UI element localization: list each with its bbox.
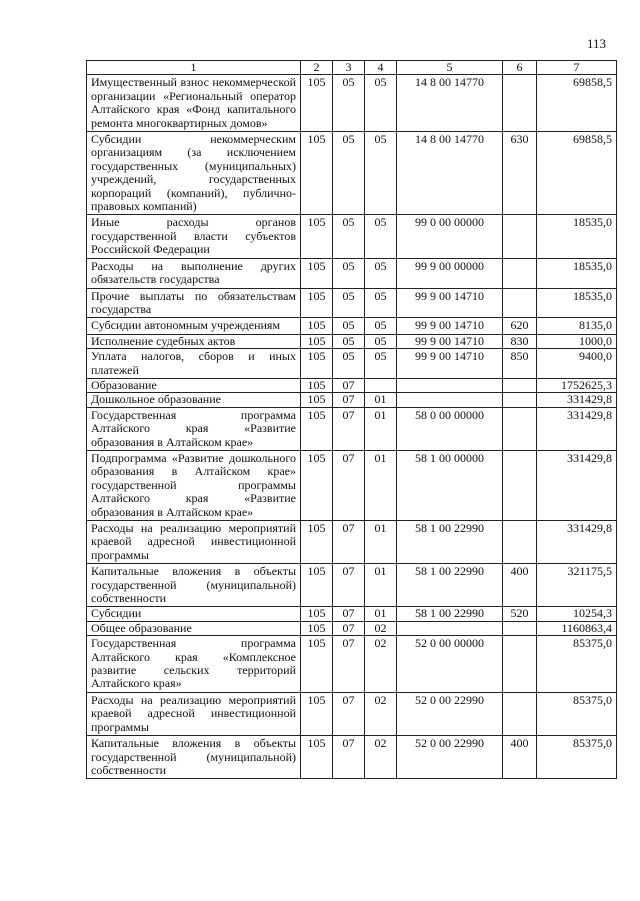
amount: 1000,0 (537, 334, 617, 348)
subsection-code: 01 (365, 407, 397, 450)
item-name: Иные расходы органов государственной власти субъектов Российской Федерации (87, 215, 301, 258)
amount: 9400,0 (537, 349, 617, 379)
subsection-code: 05 (365, 258, 397, 288)
amount: 18535,0 (537, 288, 617, 318)
section-code: 07 (333, 378, 365, 392)
expense-type-code: 400 (503, 564, 537, 607)
table-header-row (87, 61, 617, 75)
admin-code: 105 (301, 334, 333, 348)
expense-type-code (503, 378, 537, 392)
item-name: Капитальные вложения в объекты государственной (муниципальной) собственности (87, 736, 301, 779)
item-name: Субсидии (87, 607, 301, 621)
amount: 85375,0 (537, 636, 617, 693)
item-name: Исполнение судебных актов (87, 334, 301, 348)
table-row (87, 450, 617, 520)
target-article-code: 58 1 00 22990 (397, 521, 503, 564)
target-article-code: 58 1 00 22990 (397, 607, 503, 621)
admin-code: 105 (301, 607, 333, 621)
section-code: 07 (333, 607, 365, 621)
admin-code: 105 (301, 736, 333, 779)
item-name: Субсидии некоммерческим организациям (за исключением государственных (муниципальных) учреждений, государственных корпораций (компаний), публично-правовых компаний) (87, 132, 301, 215)
subsection-code: 02 (365, 621, 397, 635)
section-code: 07 (333, 393, 365, 407)
table-row (87, 132, 617, 215)
table-row (87, 349, 617, 379)
item-name: Капитальные вложения в объекты государственной (муниципальной) собственности (87, 564, 301, 607)
expense-type-code (503, 407, 537, 450)
subsection-code: 01 (365, 521, 397, 564)
target-article-code: 99 9 00 00000 (397, 258, 503, 288)
section-code: 07 (333, 621, 365, 635)
subsection-code: 05 (365, 318, 397, 334)
page-number: 113 (586, 36, 606, 51)
amount: 1160863,4 (537, 621, 617, 635)
target-article-code: 58 1 00 00000 (397, 450, 503, 520)
table-row (87, 334, 617, 348)
table-row (87, 258, 617, 288)
amount: 69858,5 (537, 75, 617, 132)
expense-type-code: 830 (503, 334, 537, 348)
expense-type-code: 850 (503, 349, 537, 379)
section-code: 07 (333, 636, 365, 693)
subsection-code: 01 (365, 564, 397, 607)
amount: 18535,0 (537, 258, 617, 288)
expense-type-code (503, 450, 537, 520)
table-row (87, 636, 617, 693)
admin-code: 105 (301, 393, 333, 407)
section-code: 07 (333, 692, 365, 735)
target-article-code: 99 9 00 14710 (397, 349, 503, 379)
table-row (87, 621, 617, 635)
admin-code: 105 (301, 621, 333, 635)
item-name: Расходы на реализацию мероприятий краевой адресной инвестиционной программы (87, 692, 301, 735)
header-cell: 2 (301, 61, 333, 75)
budget-table (86, 60, 617, 779)
amount: 331429,8 (537, 393, 617, 407)
expense-type-code: 520 (503, 607, 537, 621)
expense-type-code: 400 (503, 736, 537, 779)
admin-code: 105 (301, 349, 333, 379)
table-row (87, 736, 617, 779)
amount: 321175,5 (537, 564, 617, 607)
header-cell: 4 (365, 61, 397, 75)
target-article-code: 52 0 00 22990 (397, 736, 503, 779)
item-name: Государственная программа Алтайского края «Развитие образования в Алтайском крае» (87, 407, 301, 450)
item-name: Субсидии автономным учреждениям (87, 318, 301, 334)
item-name: Уплата налогов, сборов и иных платежей (87, 349, 301, 379)
expense-type-code (503, 75, 537, 132)
table-row (87, 564, 617, 607)
target-article-code: 58 0 00 00000 (397, 407, 503, 450)
admin-code: 105 (301, 521, 333, 564)
admin-code: 105 (301, 215, 333, 258)
amount: 1752625,3 (537, 378, 617, 392)
expense-type-code: 620 (503, 318, 537, 334)
item-name: Общее образование (87, 621, 301, 635)
admin-code: 105 (301, 75, 333, 132)
admin-code: 105 (301, 636, 333, 693)
header-cell: 1 (87, 61, 301, 75)
section-code: 07 (333, 407, 365, 450)
admin-code: 105 (301, 407, 333, 450)
section-code: 07 (333, 736, 365, 779)
target-article-code: 52 0 00 00000 (397, 636, 503, 693)
item-name: Имущественный взнос некоммерческой организации «Региональный оператор Алтайского края «Фонд капитального ремонта многоквартирных домов» (87, 75, 301, 132)
section-code: 05 (333, 349, 365, 379)
subsection-code: 05 (365, 75, 397, 132)
table-row (87, 407, 617, 450)
header-cell: 6 (503, 61, 537, 75)
target-article-code (397, 378, 503, 392)
section-code: 05 (333, 258, 365, 288)
section-code: 07 (333, 521, 365, 564)
section-code: 05 (333, 215, 365, 258)
table-row (87, 288, 617, 318)
item-name: Государственная программа Алтайского края «Комплексное развитие сельских территорий Алтайского края» (87, 636, 301, 693)
expense-type-code (503, 215, 537, 258)
item-name: Образование (87, 378, 301, 392)
section-code: 05 (333, 334, 365, 348)
header-cell: 7 (537, 61, 617, 75)
subsection-code: 02 (365, 692, 397, 735)
amount: 85375,0 (537, 692, 617, 735)
expense-type-code (503, 288, 537, 318)
table-row (87, 607, 617, 621)
section-code: 05 (333, 75, 365, 132)
expense-type-code (503, 521, 537, 564)
admin-code: 105 (301, 692, 333, 735)
target-article-code: 52 0 00 22990 (397, 692, 503, 735)
target-article-code (397, 621, 503, 635)
table-row (87, 393, 617, 407)
target-article-code: 58 1 00 22990 (397, 564, 503, 607)
section-code: 05 (333, 132, 365, 215)
amount: 69858,5 (537, 132, 617, 215)
table-row (87, 521, 617, 564)
amount: 18535,0 (537, 215, 617, 258)
subsection-code: 05 (365, 215, 397, 258)
subsection-code: 01 (365, 450, 397, 520)
amount: 85375,0 (537, 736, 617, 779)
subsection-code: 05 (365, 132, 397, 215)
item-name: Расходы на реализацию мероприятий краевой адресной инвестиционной программы (87, 521, 301, 564)
section-code: 05 (333, 318, 365, 334)
subsection-code: 05 (365, 334, 397, 348)
item-name: Подпрограмма «Развитие дошкольного образования в Алтайском крае» государственной программы Алтайского края «Развитие образования в Алтайском крае» (87, 450, 301, 520)
subsection-code: 01 (365, 393, 397, 407)
amount: 331429,8 (537, 407, 617, 450)
expense-type-code (503, 258, 537, 288)
admin-code: 105 (301, 258, 333, 288)
amount: 331429,8 (537, 450, 617, 520)
item-name: Расходы на выполнение других обязательств государства (87, 258, 301, 288)
subsection-code: 05 (365, 288, 397, 318)
amount: 10254,3 (537, 607, 617, 621)
admin-code: 105 (301, 318, 333, 334)
target-article-code: 99 9 00 14710 (397, 318, 503, 334)
expense-type-code (503, 692, 537, 735)
subsection-code: 02 (365, 736, 397, 779)
expense-type-code: 630 (503, 132, 537, 215)
item-name: Прочие выплаты по обязательствам государства (87, 288, 301, 318)
target-article-code (397, 393, 503, 407)
header-cell: 5 (397, 61, 503, 75)
section-code: 07 (333, 450, 365, 520)
target-article-code: 99 9 00 14710 (397, 334, 503, 348)
expense-type-code (503, 636, 537, 693)
subsection-code (365, 378, 397, 392)
table-row (87, 318, 617, 334)
target-article-code: 14 8 00 14770 (397, 75, 503, 132)
admin-code: 105 (301, 378, 333, 392)
table-row (87, 692, 617, 735)
subsection-code: 02 (365, 636, 397, 693)
header-cell: 3 (333, 61, 365, 75)
section-code: 05 (333, 288, 365, 318)
section-code: 07 (333, 564, 365, 607)
target-article-code: 99 9 00 14710 (397, 288, 503, 318)
admin-code: 105 (301, 450, 333, 520)
target-article-code: 99 0 00 00000 (397, 215, 503, 258)
table-row (87, 75, 617, 132)
admin-code: 105 (301, 564, 333, 607)
subsection-code: 05 (365, 349, 397, 379)
expense-type-code (503, 621, 537, 635)
subsection-code: 01 (365, 607, 397, 621)
expense-type-code (503, 393, 537, 407)
item-name: Дошкольное образование (87, 393, 301, 407)
table-row (87, 378, 617, 392)
amount: 331429,8 (537, 521, 617, 564)
amount: 8135,0 (537, 318, 617, 334)
target-article-code: 14 8 00 14770 (397, 132, 503, 215)
admin-code: 105 (301, 288, 333, 318)
table-row (87, 215, 617, 258)
admin-code: 105 (301, 132, 333, 215)
